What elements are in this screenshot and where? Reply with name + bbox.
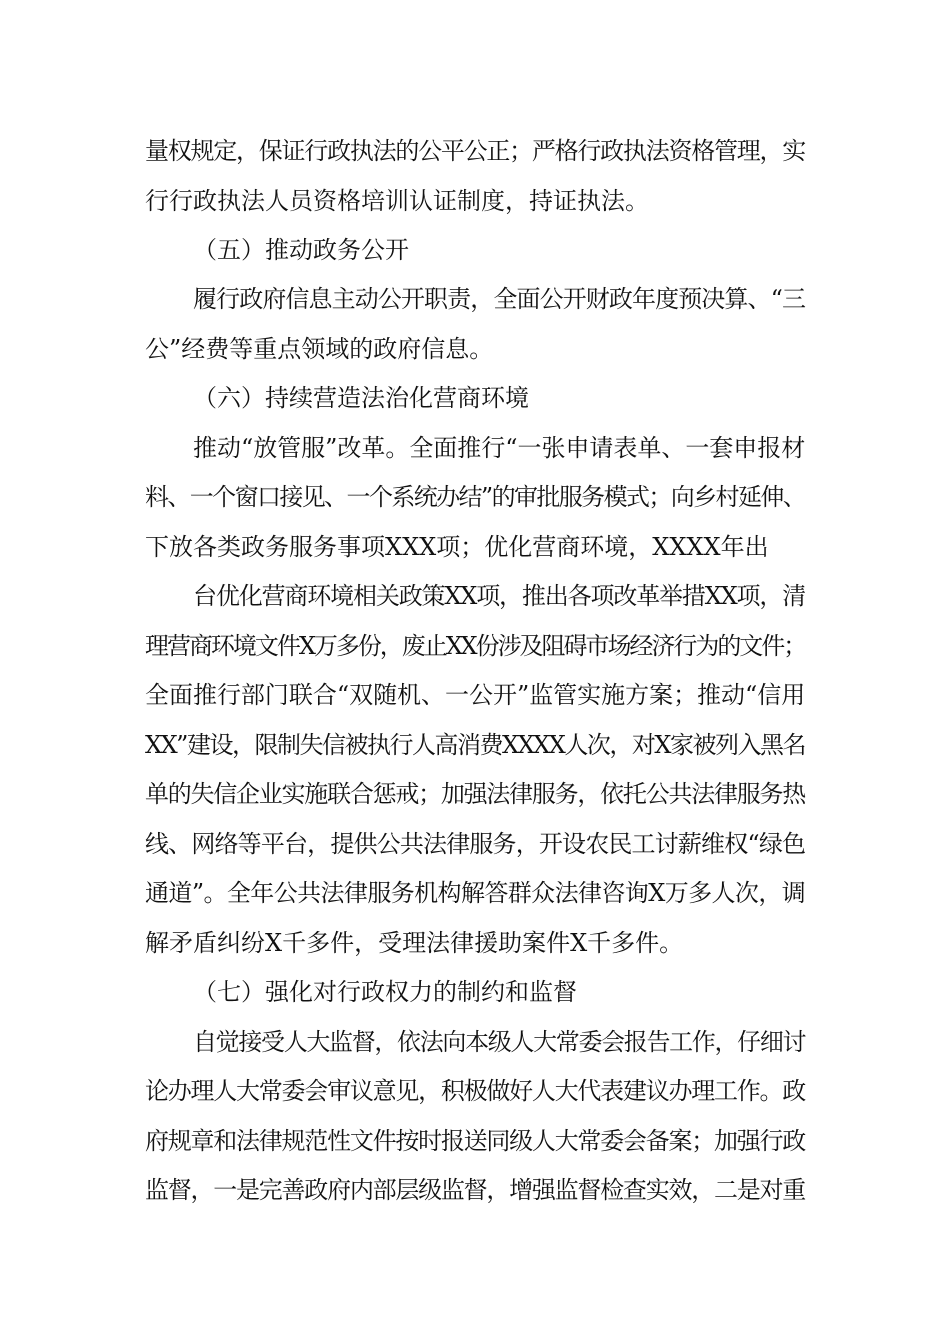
paragraph-first-line: 履行政府信息主动公开职责，全面公开财政年度预决算、“三 [193,285,805,313]
paragraph-first-line: 自觉接受人大监督，依法向本级人大常委会报告工作，仔细讨 [193,1028,805,1056]
body-text-line: 下放各类政务服务事项XXX项；优化营商环境，XXXX年出 [145,533,769,561]
body-text-line: 线、网络等平台，提供公共法律服务，开设农民工讨薪维权“绿色 [145,830,805,858]
body-text-line: 监督，一是完善政府内部层级监督，增强监督检查实效，二是对重 [145,1176,805,1204]
section-heading: （六）持续营造法治化营商环境 [193,384,529,412]
body-text-line: 解矛盾纠纷X千多件，受理法律援助案件X千多件。 [145,929,684,957]
body-text-line: 通道”。全年公共法律服务机构解答群众法律咨询X万多人次，调 [145,879,805,907]
body-text-line: XX”建设，限制失信被执行人高消费XXXX人次，对X家被列入黑名 [145,731,805,759]
body-text-line: 行行政执法人员资格培训认证制度，持证执法。 [145,187,649,215]
paragraph-first-line: 推动“放管服”改革。全面推行“一张申请表单、一套申报材 [193,434,805,462]
section-heading: （五）推动政务公开 [193,236,409,264]
body-text-line: 量权规定，保证行政执法的公平公正；严格行政执法资格管理，实 [145,137,805,165]
section-heading: （七）强化对行政权力的制约和监督 [193,978,577,1006]
body-text-line: 公”经费等重点领域的政府信息。 [145,335,494,363]
paragraph-first-line: 台优化营商环境相关政策XX项，推出各项改革举措XX项，清 [193,582,805,610]
body-text-line: 料、一个窗口接见、一个系统办结”的审批服务模式；向乡村延伸、 [145,483,805,511]
body-text-line: 府规章和法律规范性文件按时报送同级人大常委会备案；加强行政 [145,1127,805,1155]
body-text-line: 单的失信企业实施联合惩戒；加强法律服务，依托公共法律服务热 [145,780,805,808]
body-text-line: 论办理人大常委会审议意见，积极做好人大代表建议办理工作。政 [145,1077,805,1105]
body-text-line: 理营商环境文件X万多份，废止XX份涉及阻碍市场经济行为的文件； [145,632,805,660]
body-text-line: 全面推行部门联合“双随机、一公开”监管实施方案；推动“信用 [145,681,805,709]
